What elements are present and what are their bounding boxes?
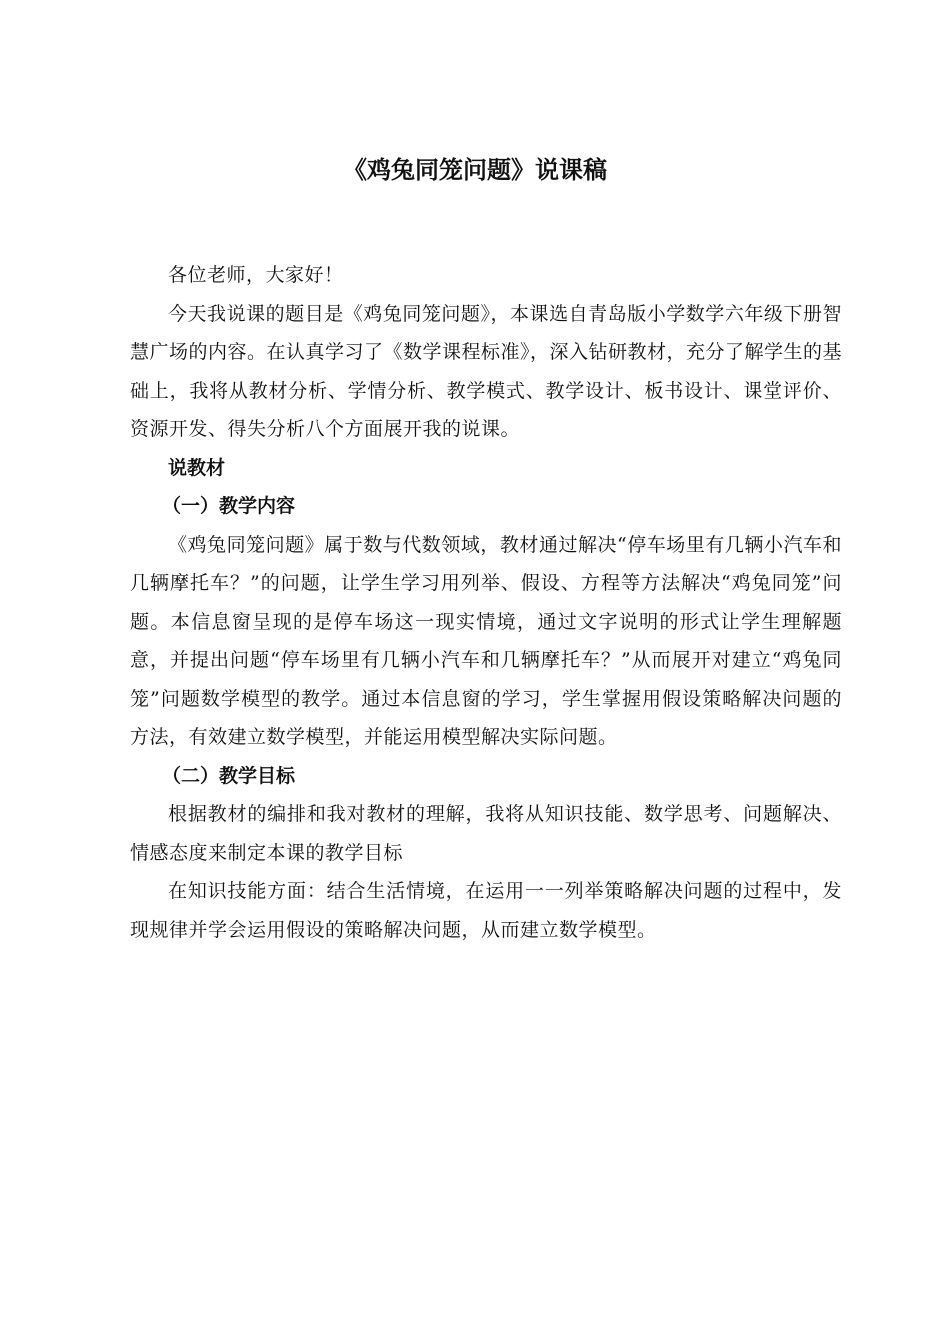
greeting-paragraph: 各位老师，大家好！ xyxy=(168,264,344,286)
document-body xyxy=(130,256,842,949)
knowledge-skills-paragraph: 在知识技能方面：结合生活情境，在运用一一列举策略解决问题的过程中，发现规律并学会运用假设的策略解决问题，从而建立数学模型。 xyxy=(130,880,842,941)
document-title: 《鸡兔同笼问题》说课稿 xyxy=(343,156,607,184)
intro-paragraph: 今天我说课的题目是《鸡兔同笼问题》，本课选自青岛版小学数学六年级下册智慧广场的内容。在认真学习了《数学课程标准》，深入钻研教材，充分了解学生的基础上，我将从教材分析、学情分析、教学模式、教学设计、板书设计、课堂评价、资源开发、得失分析八个方面展开我的说课。 xyxy=(130,302,843,440)
subheading-teaching-goals: （二）教学目标 xyxy=(162,764,296,787)
teaching-goals-paragraph: 根据教材的编排和我对教材的理解，我将从知识技能、数学思考、问题解决、情感态度来制定本课的教学目标 xyxy=(130,803,842,864)
teaching-content-paragraph: 《鸡兔同笼问题》属于数与代数领域，教材通过解决“停车场里有几辆小汽车和几辆摩托车？”的问题，让学生学习用列举、假设、方程等方法解决“鸡兔同笼”问题。本信息窗呈现的是停车场这一现实情境，通过文字说明的形式让学生理解题意，并提出问题“停车场里有几辆小汽车和几辆摩托车？”从而展开对建立“鸡兔同笼”问题数学模型的教学。通过本信息窗的学习，学生掌握用假设策略解决问题的方法，有效建立数学模型，并能运用模型解决实际问题。 xyxy=(130,533,842,748)
section-heading-textbook: 说教材 xyxy=(168,456,226,479)
subheading-teaching-content: （一）教学内容 xyxy=(162,495,296,517)
